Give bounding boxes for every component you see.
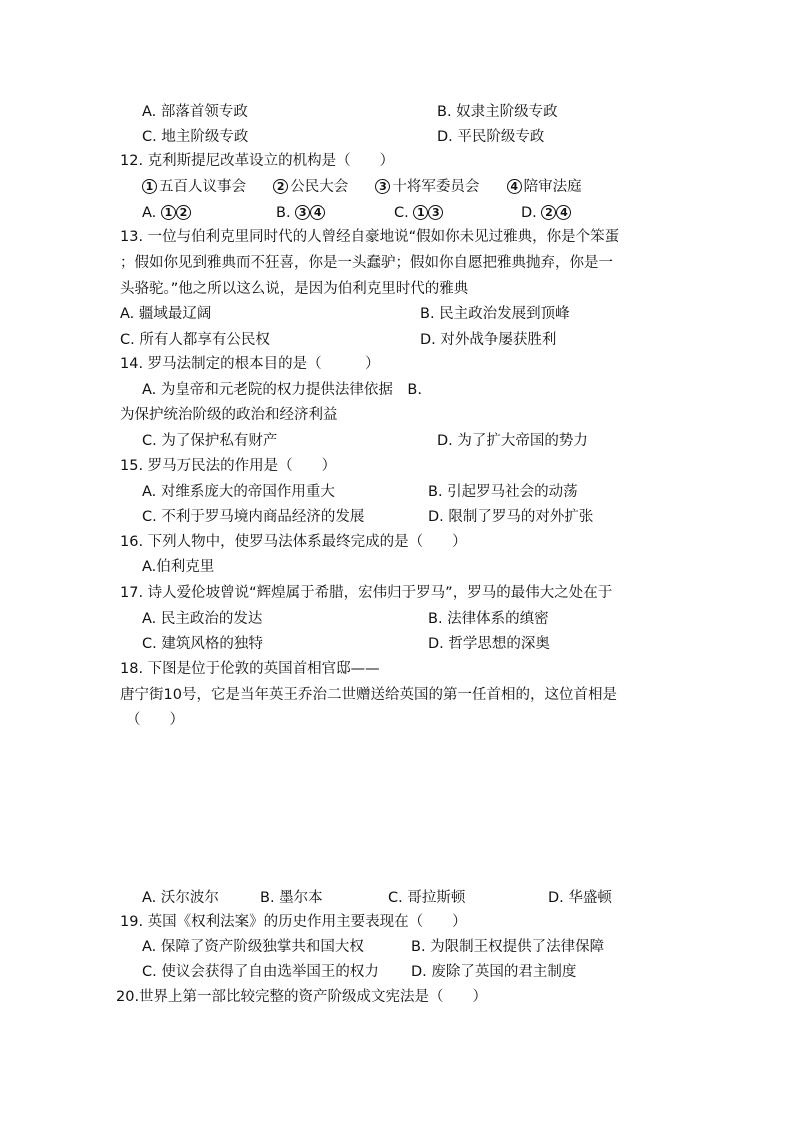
q20-stem: 20.世界上第一部比较完整的资产阶级成文宪法是（ ） xyxy=(116,989,488,1005)
q14-option-a: A. 为皇帝和元老院的权力提供法律依据 B. xyxy=(142,382,422,398)
q13-option-c: C. 所有人都享有公民权 xyxy=(120,332,270,348)
q17-option-b: B. 法律体系的缜密 xyxy=(428,611,549,627)
q18-stem-line3: （ ） xyxy=(126,712,184,728)
q15-option-a: A. 对维系庞大的帝国作用重大 xyxy=(142,484,335,500)
q16-stem: 16. 下列人物中，使罗马法体系最终完成的是（ ） xyxy=(120,534,467,550)
q12-option-b: B. 3 4 xyxy=(276,203,325,223)
q11-option-b: B. 奴隶主阶级专政 xyxy=(437,104,558,120)
q18-option-d: D. 华盛顿 xyxy=(548,890,612,906)
q13-option-b: B. 民主政治发展到顶峰 xyxy=(420,306,570,322)
q12-item-2: 2 公民大会 xyxy=(273,179,348,195)
q19-stem: 19. 英国《权利法案》的历史作用主要表现在（ ） xyxy=(120,914,467,930)
q19-option-a: A. 保障了资产阶级独掌共和国大权 xyxy=(142,939,364,955)
q18-option-b: B. 墨尔本 xyxy=(260,890,323,906)
q14-option-b: 为保护统治阶级的政治和经济利益 xyxy=(120,407,338,423)
q16-option-a: A.伯利克里 xyxy=(142,559,215,575)
q12-stem: 12. 克利斯提尼改革设立的机构是（ ） xyxy=(120,153,395,169)
q12-item-4: 4 陪审法庭 xyxy=(507,179,582,195)
q17-stem: 17. 诗人爱伦坡曾说“辉煌属于希腊，宏伟归于罗马”，罗马的最伟大之处在于 xyxy=(120,585,613,601)
q19-option-c: C. 使议会获得了自由选举国王的权力 xyxy=(142,964,379,980)
q12-option-a: A. 1 2 xyxy=(142,203,191,223)
q17-option-c: C. 建筑风格的独特 xyxy=(142,636,263,652)
q13-option-a: A. 疆域最辽阔 xyxy=(120,306,212,322)
q14-stem: 14. 罗马法制定的根本目的是（ ） xyxy=(120,356,380,372)
q12-item-3: 3 十将军委员会 xyxy=(375,179,479,195)
q18-option-a: A. 沃尔波尔 xyxy=(142,890,219,906)
q15-option-c: C. 不利于罗马境内商品经济的发展 xyxy=(142,509,365,525)
q15-option-d: D. 限制了罗马的对外扩张 xyxy=(428,509,594,525)
q19-option-d: D. 废除了英国的君主制度 xyxy=(411,964,577,980)
q11-option-d: D. 平民阶级专政 xyxy=(437,129,545,145)
q15-option-b: B. 引起罗马社会的动荡 xyxy=(428,484,578,500)
q18-stem-line1: 18. 下图是位于伦敦的英国首相官邸—— xyxy=(120,661,380,677)
q12-item-1: 1 五百人议事会 xyxy=(142,179,246,195)
q17-option-d: D. 哲学思想的深奥 xyxy=(428,636,550,652)
q11-option-c: C. 地主阶级专政 xyxy=(142,129,249,145)
q13-stem-line2: ；假如你见到雅典而不狂喜，你是一头蠢驴；假如你自愿把雅典抛弃，你是一 xyxy=(120,255,613,271)
q12-option-c: C. 1 3 xyxy=(394,203,443,223)
q13-stem-line3: 头骆驼。”他之所以这么说，是因为伯利克里时代的雅典 xyxy=(120,281,469,297)
q13-option-d: D. 对外战争屡获胜利 xyxy=(420,332,557,348)
q12-option-d: D. 2 4 xyxy=(521,203,571,223)
q15-stem: 15. 罗马万民法的作用是（ ） xyxy=(120,458,337,474)
q18-image-placeholder xyxy=(120,740,680,880)
q14-option-d: D. 为了扩大帝国的势力 xyxy=(437,433,588,449)
q19-option-b: B. 为限制王权提供了法律保障 xyxy=(411,939,605,955)
q18-option-c: C. 哥拉斯顿 xyxy=(388,890,466,906)
q13-stem-line1: 13. 一位与伯利克里同时代的人曾经自豪地说“假如你未见过雅典，你是个笨蛋 xyxy=(120,229,620,245)
q18-stem-line2: 唐宁街10号，它是当年英王乔治二世赠送给英国的第一任首相的，这位首相是 xyxy=(120,687,617,703)
q17-option-a: A. 民主政治的发达 xyxy=(142,611,263,627)
q11-option-a: A. 部落首领专政 xyxy=(142,104,248,120)
q14-option-c: C. 为了保护私有财产 xyxy=(142,433,278,449)
q12-items xyxy=(142,177,582,197)
